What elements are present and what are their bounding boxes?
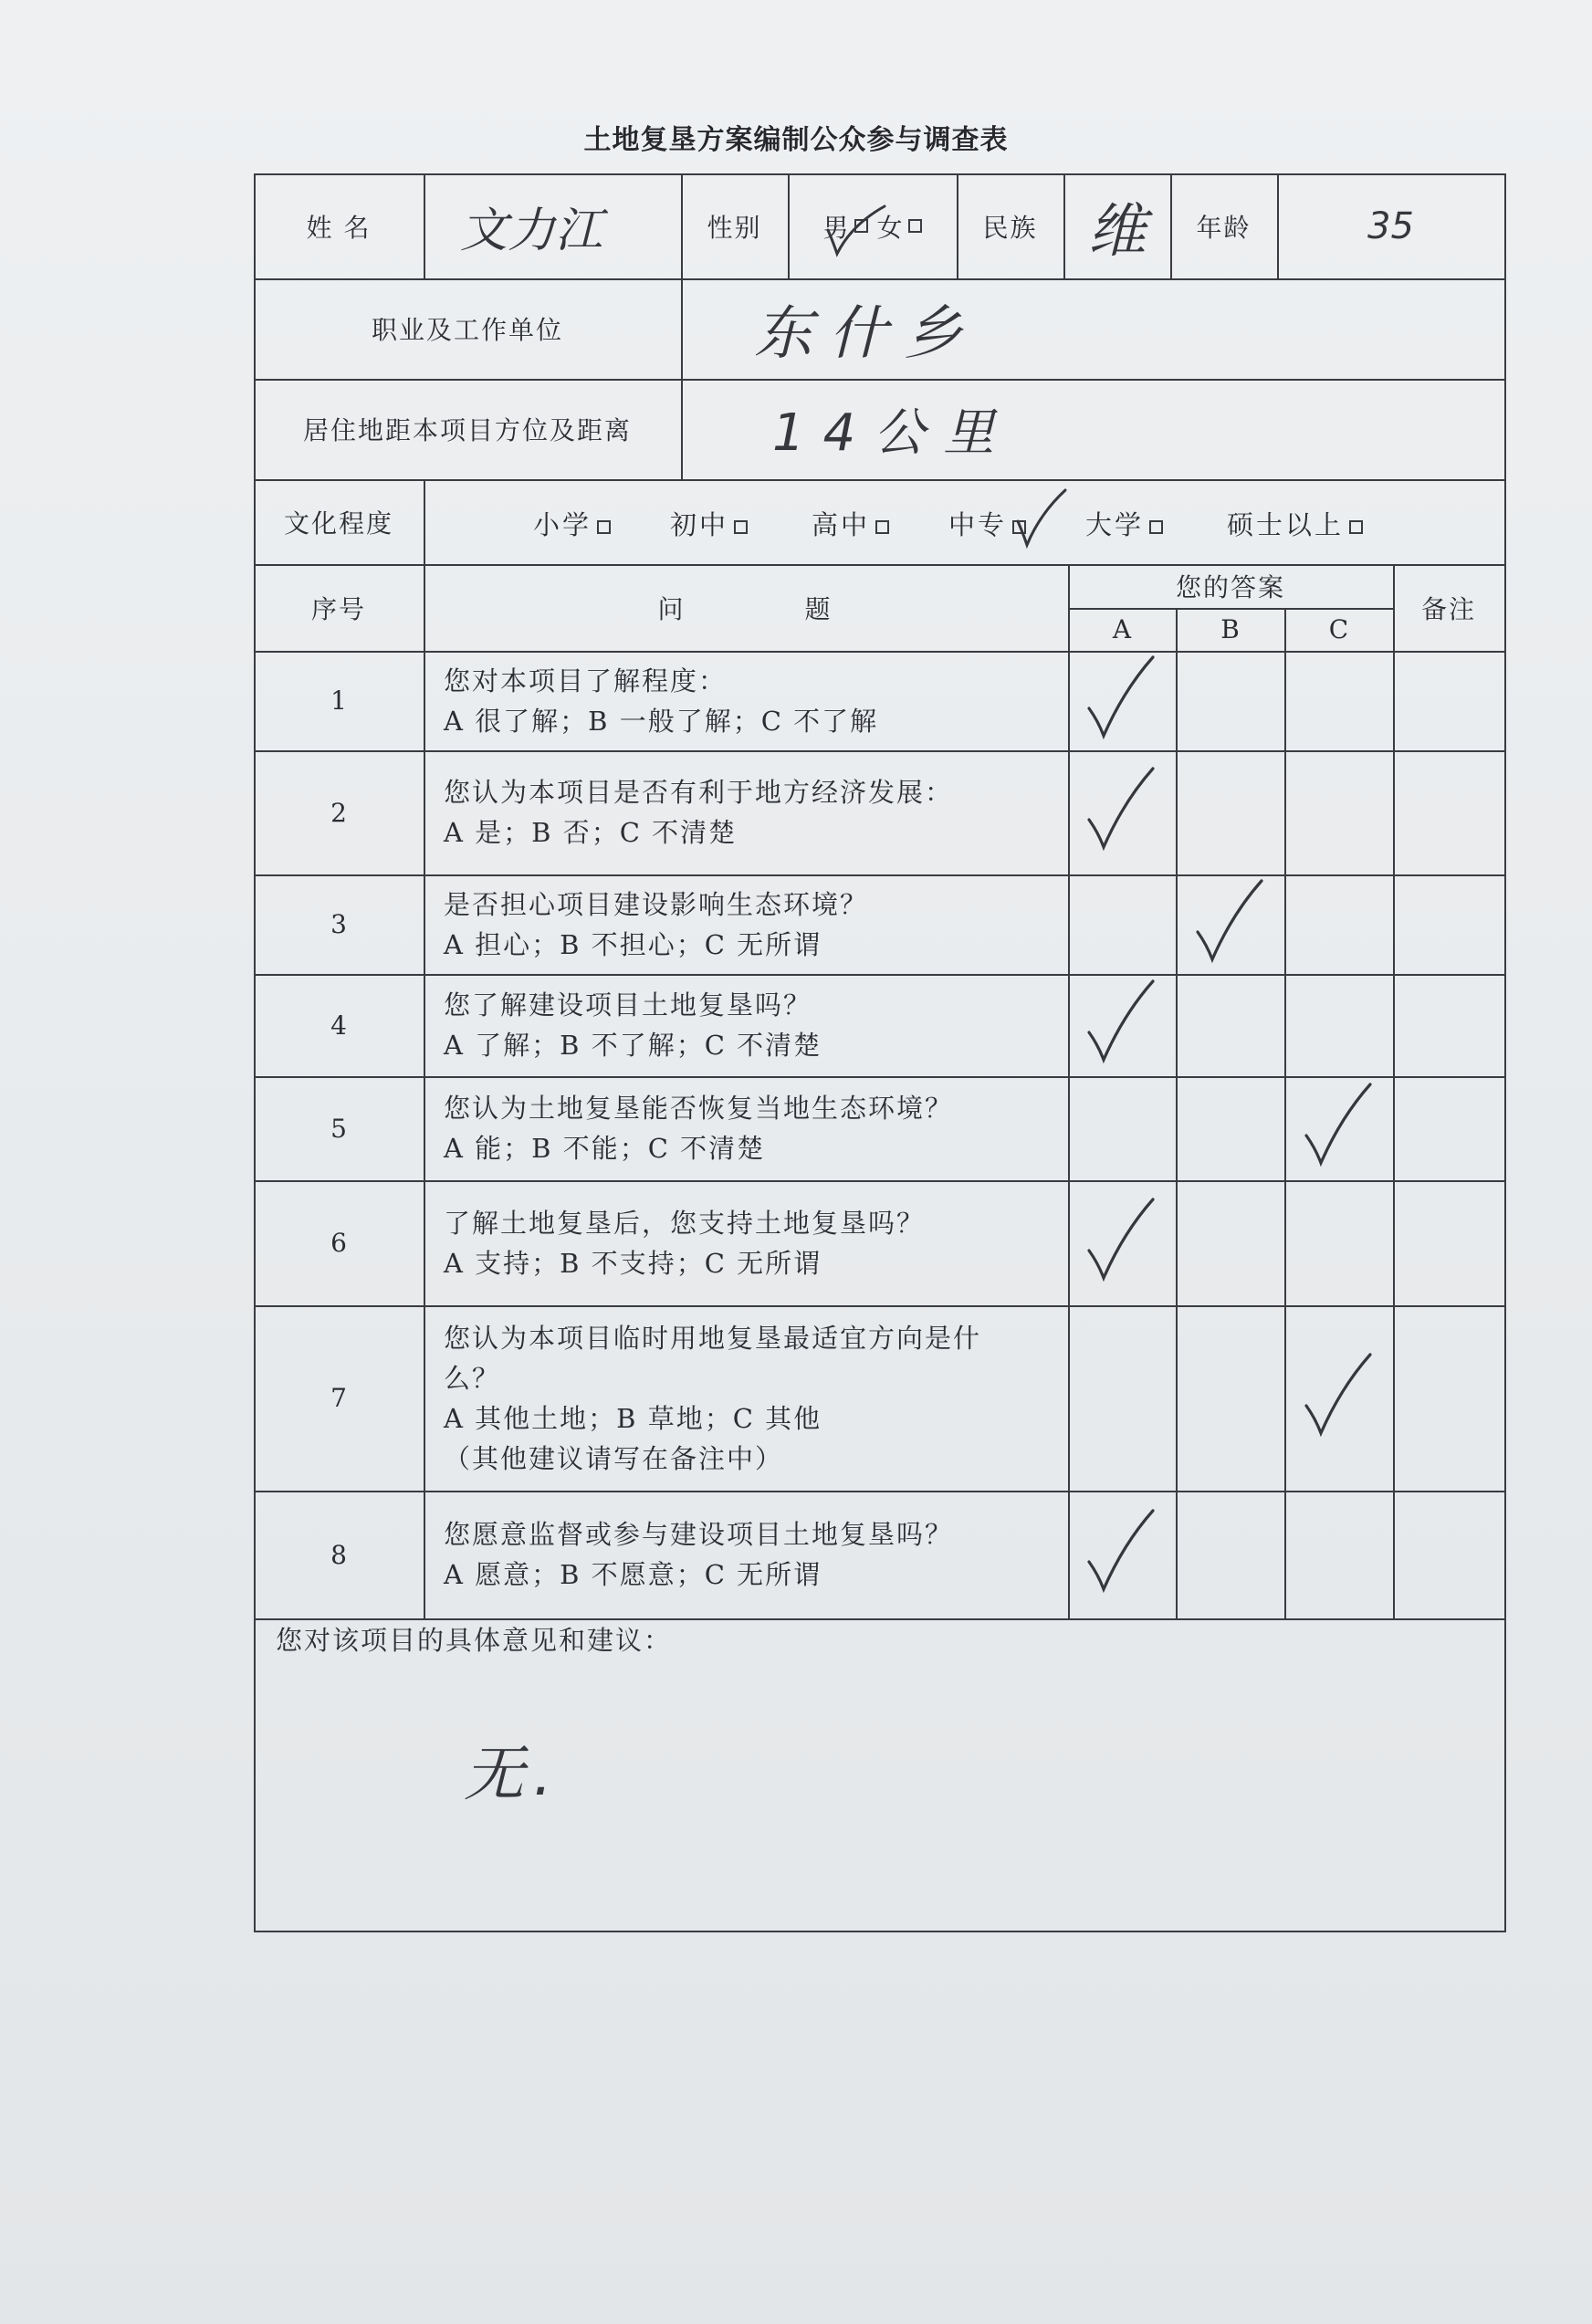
table-rule bbox=[1277, 173, 1279, 280]
table-rule bbox=[254, 479, 1506, 481]
answer-cell-c[interactable] bbox=[1284, 651, 1393, 750]
column-header-number: 序号 bbox=[310, 593, 366, 624]
table-rule bbox=[424, 173, 425, 280]
opinion-label: 您对该项目的具体意见和建议： bbox=[276, 1625, 673, 1656]
question-line: 您认为本项目是否有利于地方经济发展： bbox=[444, 777, 954, 808]
answer-check-mark bbox=[1301, 1351, 1374, 1442]
question-line: A 了解；B 不了解；C 不清楚 bbox=[444, 1030, 822, 1061]
question-line: 您认为土地复垦能否恢复当地生态环境？ bbox=[444, 1093, 954, 1124]
question-line: 么？ bbox=[444, 1362, 501, 1394]
note-cell[interactable] bbox=[1393, 1180, 1504, 1305]
education-options bbox=[424, 479, 1504, 564]
gender-label: 性别 bbox=[707, 212, 762, 243]
question-number: 3 bbox=[330, 909, 347, 939]
table-rule bbox=[1170, 173, 1172, 280]
answer-check-mark bbox=[1084, 978, 1157, 1069]
ethnicity-label: 民族 bbox=[982, 212, 1038, 243]
answer-check-mark bbox=[1301, 1081, 1374, 1172]
gender-male-check-mark bbox=[824, 203, 888, 257]
answer-cell-a[interactable] bbox=[1068, 1076, 1176, 1180]
answer-cell-a[interactable] bbox=[1068, 1305, 1176, 1491]
education-option-label: 初中 bbox=[670, 509, 729, 540]
table-rule bbox=[254, 974, 1506, 976]
table-rule bbox=[957, 173, 958, 280]
table-rule bbox=[254, 1305, 1506, 1307]
gender-male-label: 男 bbox=[822, 212, 849, 243]
distance-label: 居住地距本项目方位及距离 bbox=[302, 415, 632, 445]
question-line: A 能；B 不能；C 不清楚 bbox=[444, 1133, 766, 1164]
table-rule bbox=[254, 750, 1506, 752]
answer-cell-b[interactable] bbox=[1176, 1305, 1284, 1491]
column-header-answer: 您的答案 bbox=[1175, 572, 1285, 602]
question-line: 了解土地复垦后，您支持土地复垦吗？ bbox=[444, 1207, 926, 1239]
question-number: 1 bbox=[330, 686, 347, 716]
question-line: A 很了解；B 一般了解；C 不了解 bbox=[444, 705, 879, 737]
answer-cell-c[interactable] bbox=[1284, 974, 1393, 1076]
question-number: 4 bbox=[330, 1010, 347, 1041]
question-number: 2 bbox=[330, 797, 347, 828]
occupation-value: 东什乡 bbox=[754, 300, 979, 368]
education-option[interactable] bbox=[1227, 505, 1363, 542]
opinion-value: 无. bbox=[464, 1739, 561, 1809]
question-line: A 其他土地；B 草地；C 其他 bbox=[444, 1402, 822, 1434]
education-option-label: 大学 bbox=[1085, 509, 1145, 540]
table-rule bbox=[1068, 564, 1070, 1620]
question-line: A 是；B 否；C 不清楚 bbox=[444, 817, 738, 848]
education-option-checkbox[interactable] bbox=[1349, 520, 1363, 534]
column-header-note: 备注 bbox=[1420, 593, 1476, 624]
answer-cell-c[interactable] bbox=[1284, 750, 1393, 874]
answer-cell-c[interactable] bbox=[1284, 874, 1393, 974]
answer-cell-c[interactable] bbox=[1284, 1180, 1393, 1305]
table-rule bbox=[788, 173, 790, 280]
note-cell[interactable] bbox=[1393, 1491, 1504, 1618]
table-rule bbox=[681, 173, 683, 280]
education-option[interactable] bbox=[670, 505, 748, 542]
table-rule bbox=[1176, 608, 1178, 1620]
question-number: 8 bbox=[330, 1539, 347, 1570]
education-option-checkbox[interactable] bbox=[597, 520, 611, 534]
note-cell[interactable] bbox=[1393, 651, 1504, 750]
question-line: （其他建议请写在备注中） bbox=[444, 1442, 784, 1474]
education-option-checkbox[interactable] bbox=[875, 520, 889, 534]
table-rule bbox=[254, 1180, 1506, 1182]
education-option[interactable] bbox=[1085, 505, 1163, 542]
age-value: 35 bbox=[1367, 204, 1414, 247]
question-text bbox=[444, 985, 822, 1065]
table-rule bbox=[1068, 608, 1395, 610]
note-cell[interactable] bbox=[1393, 750, 1504, 874]
column-header-option-a: A bbox=[1112, 614, 1132, 644]
answer-cell-b[interactable] bbox=[1176, 1180, 1284, 1305]
question-line: 您了解建设项目土地复垦吗？ bbox=[444, 989, 812, 1021]
question-number: 7 bbox=[330, 1383, 347, 1413]
note-cell[interactable] bbox=[1393, 1076, 1504, 1180]
table-border-left bbox=[254, 173, 256, 1932]
table-rule bbox=[1393, 564, 1395, 1620]
table-border-right bbox=[1504, 173, 1506, 1932]
table-rule bbox=[424, 479, 425, 566]
gender-female-checkbox[interactable] bbox=[908, 219, 922, 233]
answer-cell-b[interactable] bbox=[1176, 974, 1284, 1076]
answer-cell-b[interactable] bbox=[1176, 1076, 1284, 1180]
column-header-option-b: B bbox=[1220, 614, 1240, 644]
education-option-label: 高中 bbox=[812, 509, 871, 540]
gender-female-label: 女 bbox=[876, 212, 903, 243]
ethnicity-value: 维 bbox=[1087, 197, 1147, 266]
education-option-label: 小学 bbox=[533, 509, 592, 540]
answer-cell-c[interactable] bbox=[1284, 1491, 1393, 1618]
answer-check-mark bbox=[1084, 654, 1157, 745]
question-line: 您对本项目了解程度： bbox=[444, 665, 728, 696]
answer-cell-b[interactable] bbox=[1176, 651, 1284, 750]
question-line: A 担心；B 不担心；C 无所谓 bbox=[444, 928, 822, 960]
question-number: 6 bbox=[330, 1228, 347, 1258]
question-line: 是否担心项目建设影响生态环境？ bbox=[444, 888, 869, 920]
education-option-checkbox[interactable] bbox=[734, 520, 748, 534]
education-option-label: 中专 bbox=[948, 509, 1008, 540]
question-number: 5 bbox=[330, 1113, 347, 1144]
table-rule bbox=[254, 564, 1506, 566]
education-option[interactable] bbox=[533, 505, 611, 542]
question-text bbox=[444, 1203, 925, 1283]
survey-form-table bbox=[254, 173, 1504, 1931]
table-border-top bbox=[254, 173, 1506, 175]
question-text bbox=[444, 1514, 953, 1595]
answer-cell-a[interactable] bbox=[1068, 874, 1176, 974]
occupation-label: 职业及工作单位 bbox=[371, 315, 563, 345]
answer-cell-b[interactable] bbox=[1176, 750, 1284, 874]
education-label: 文化程度 bbox=[283, 508, 393, 539]
education-check-mark bbox=[1014, 487, 1069, 550]
question-text bbox=[444, 772, 953, 853]
table-rule bbox=[254, 874, 1506, 876]
question-text bbox=[444, 1318, 981, 1479]
table-rule bbox=[254, 1618, 1506, 1620]
note-cell[interactable] bbox=[1393, 1305, 1504, 1491]
answer-cell-b[interactable] bbox=[1176, 1491, 1284, 1618]
name-value: 文力江 bbox=[460, 204, 603, 258]
answer-check-mark bbox=[1084, 1507, 1157, 1598]
form-title: 土地复垦方案编制公众参与调查表 bbox=[583, 124, 1009, 156]
age-label: 年龄 bbox=[1196, 212, 1252, 243]
table-rule bbox=[424, 564, 425, 1620]
education-option[interactable] bbox=[812, 505, 889, 542]
question-line: A 愿意；B 不愿意；C 无所谓 bbox=[444, 1559, 822, 1590]
table-rule bbox=[681, 278, 683, 481]
question-line: A 支持；B 不支持；C 无所谓 bbox=[444, 1247, 822, 1279]
table-rule bbox=[1284, 608, 1286, 1620]
table-rule bbox=[254, 379, 1506, 381]
table-rule bbox=[254, 278, 1506, 280]
question-text bbox=[444, 1088, 953, 1168]
table-rule bbox=[254, 1076, 1506, 1078]
note-cell[interactable] bbox=[1393, 874, 1504, 974]
table-rule bbox=[1063, 173, 1065, 280]
table-rule bbox=[254, 1491, 1506, 1492]
note-cell[interactable] bbox=[1393, 974, 1504, 1076]
answer-check-mark bbox=[1192, 877, 1265, 968]
answer-check-mark bbox=[1084, 1196, 1157, 1287]
answer-check-mark bbox=[1084, 765, 1157, 856]
question-text bbox=[444, 885, 868, 965]
question-text bbox=[444, 661, 878, 741]
column-header-option-c: C bbox=[1328, 614, 1349, 644]
name-label: 姓 名 bbox=[306, 212, 372, 243]
table-rule bbox=[254, 651, 1506, 653]
distance-value: 14公里 bbox=[772, 403, 1013, 463]
table-border-bottom bbox=[254, 1931, 1506, 1932]
question-line: 您愿意监督或参与建设项目土地复垦吗？ bbox=[444, 1519, 954, 1550]
column-header-question: 问 题 bbox=[657, 593, 834, 624]
question-line: 您认为本项目临时用地复垦最适宜方向是什 bbox=[444, 1322, 982, 1354]
education-option-checkbox[interactable] bbox=[1149, 520, 1163, 534]
education-option-label: 硕士以上 bbox=[1227, 509, 1345, 540]
